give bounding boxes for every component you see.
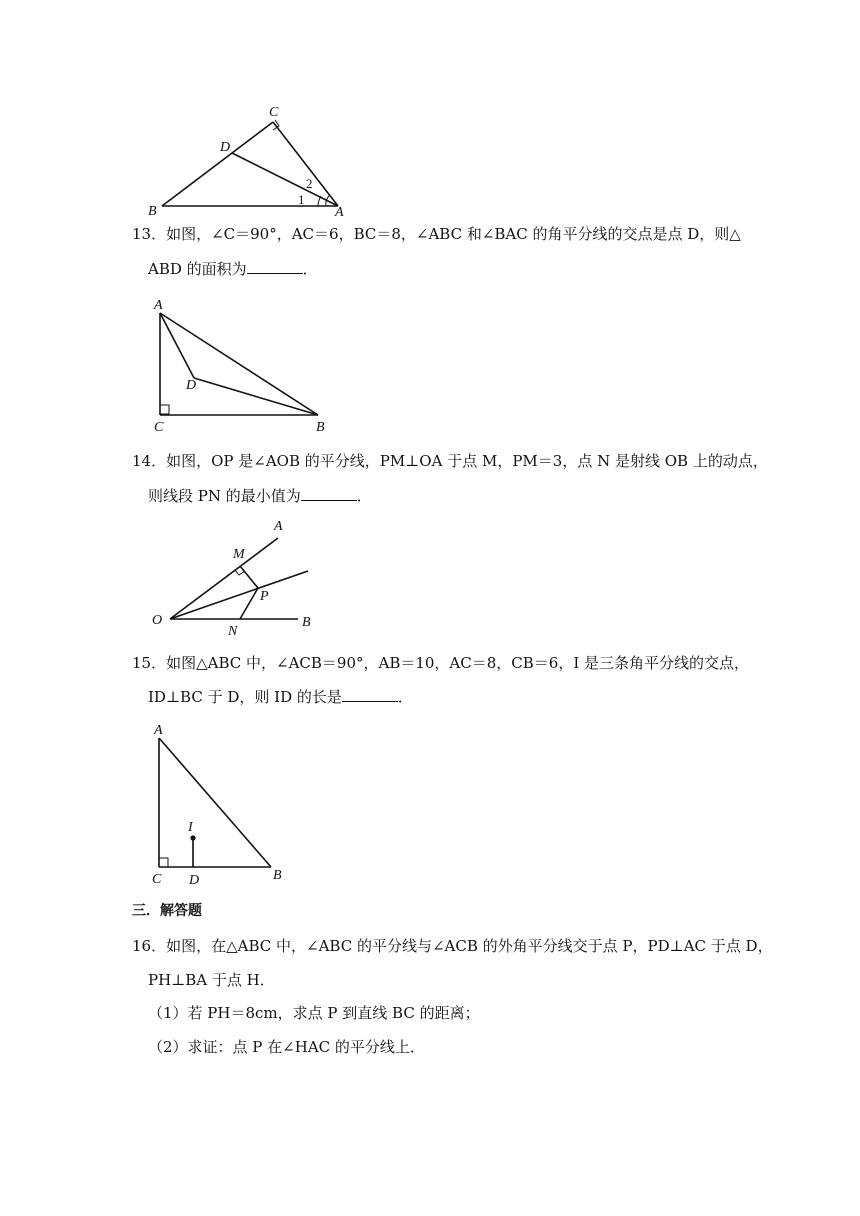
- label-M: M: [233, 547, 245, 562]
- figure-q15: [140, 718, 300, 888]
- label-B: B: [273, 868, 282, 883]
- q15-answer-blank[interactable]: [342, 687, 398, 702]
- q13-answer-blank[interactable]: [247, 259, 303, 274]
- q14-line2-text: 则线段 PN 的最小值为: [148, 487, 301, 505]
- label-D: D: [186, 378, 197, 393]
- figure-q12: [140, 98, 360, 220]
- label-O: O: [152, 613, 163, 628]
- q13-line1: 13．如图，∠C＝90°，AC＝6，BC＝8，∠ABC 和∠BAC 的角平分线的交点是点 D，则△: [132, 225, 741, 243]
- q14-answer-blank[interactable]: [301, 486, 357, 501]
- q14-line1: 14．如图，OP 是∠AOB 的平分线，PM⊥OA 于点 M，PM＝3，点 N 是射线 OB 上的动点，: [132, 452, 768, 470]
- label-D: D: [189, 873, 200, 888]
- label-N: N: [228, 624, 238, 639]
- q15-line2-text: ID⊥BC 于 D，则 ID 的长是: [148, 688, 342, 706]
- label-B: B: [302, 615, 311, 630]
- label-angle-1: 1: [298, 192, 305, 207]
- q13-line2-text: ABD 的面积为: [148, 260, 247, 278]
- label-B: B: [316, 420, 325, 435]
- section-heading: 三．解答题: [132, 903, 202, 919]
- q14-line2: [148, 485, 372, 507]
- label-A: A: [154, 723, 163, 738]
- q16-line2: PH⊥BA 于点 H．: [148, 971, 275, 989]
- label-C: C: [152, 872, 162, 887]
- q16-part2: （2）求证：点 P 在∠HAC 的平分线上．: [148, 1038, 425, 1056]
- q16-part1: （1）若 PH＝8cm，求点 P 到直线 BC 的距离；: [148, 1004, 480, 1022]
- label-B: B: [148, 204, 157, 219]
- label-angle-2: 2: [306, 176, 313, 191]
- q13-line2: [148, 258, 318, 280]
- q13-line2-end: ．: [302, 260, 318, 278]
- q14-line2-end: ．: [356, 487, 372, 505]
- label-D: D: [220, 140, 231, 155]
- label-A: A: [335, 205, 344, 220]
- label-C: C: [154, 420, 164, 435]
- label-P: P: [260, 589, 269, 604]
- label-A: A: [274, 519, 283, 534]
- q15-line1: 15．如图△ABC 中，∠ACB＝90°，AB＝10，AC＝8，CB＝6，I 是三条角平分线的交点，: [132, 654, 750, 672]
- q16-line1: 16．如图，在△ABC 中，∠ABC 的平分线与∠ACB 的外角平分线交于点 P，PD⊥AC 于点 D，: [132, 937, 773, 955]
- figure-q13: [140, 295, 340, 435]
- q15-line2: [148, 686, 413, 708]
- q15-line2-end: ．: [397, 688, 413, 706]
- label-I: I: [188, 820, 193, 835]
- label-A: A: [154, 298, 163, 313]
- figure-q14: [148, 516, 328, 641]
- label-C: C: [269, 105, 279, 120]
